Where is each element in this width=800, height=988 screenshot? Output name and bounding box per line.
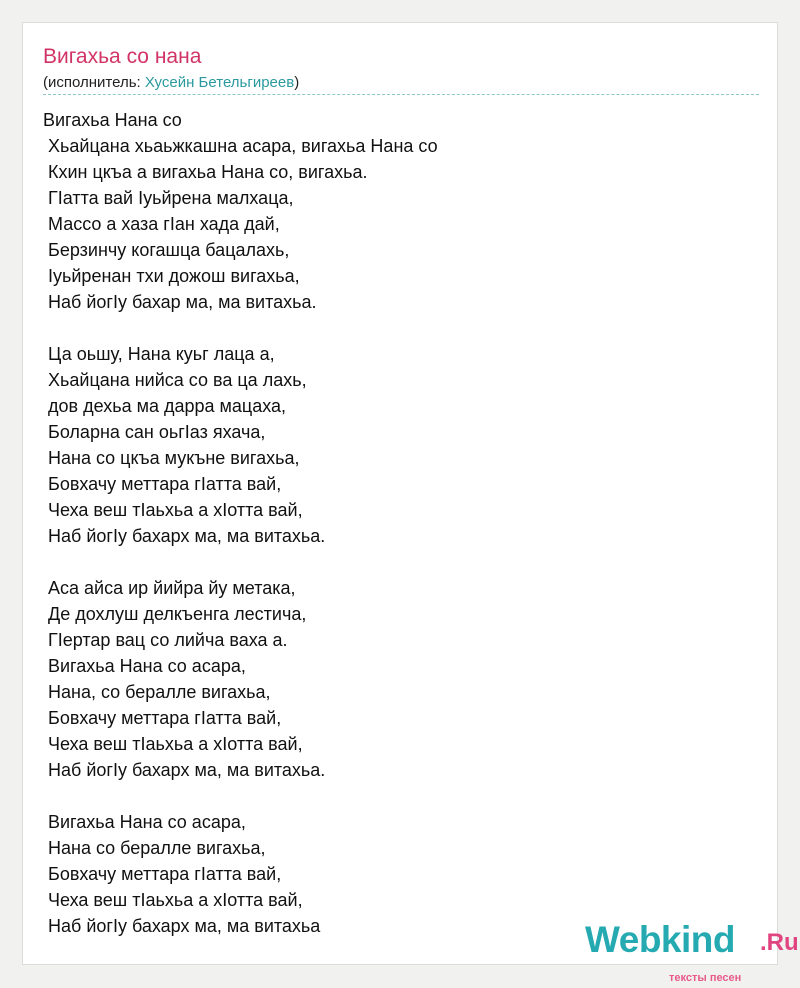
lyrics-line: ГӀертар вац со лийча ваха а. [48, 630, 288, 650]
lyrics-line: Ца оьшу, Нана куьг лаца а, [48, 344, 275, 364]
lyrics-line: Чеха веш тӀаьхьа а хӀотта вай, [48, 500, 303, 520]
lyrics-stanza [43, 133, 743, 315]
lyrics-line: Де дохлуш делкъенга лестича, [48, 604, 307, 624]
artist-prefix: (исполнитель: [43, 74, 145, 91]
title-divider [43, 94, 759, 95]
lyrics-line: Нана, со бералле вигахьа, [48, 682, 271, 702]
lyrics-line: Боларна сан оьгӀаз яхача, [48, 422, 266, 442]
lyrics-line: Бовхачу меттара гӀатта вай, [48, 474, 282, 494]
stanza-list [43, 133, 743, 939]
lyrics-line: Бовхачу меттара гӀатта вай, [48, 708, 282, 728]
lyrics-line: Аса айса ир йийра йу метака, [48, 578, 296, 598]
lyrics-text [43, 107, 743, 939]
artist-suffix: ) [294, 74, 300, 91]
lyrics-line: Нана со бералле вигахьа, [48, 838, 266, 858]
lyrics-line: Бовхачу меттара гӀатта вай, [48, 864, 282, 884]
lyrics-line: Кхин цкъа а вигахьа Нана со, вигахьа. [48, 162, 368, 182]
lyrics-line: Хьайцана хьаьжкашна асара, вигахьа Нана со [48, 136, 438, 156]
artist-line [43, 73, 299, 93]
webkind-logo[interactable] [585, 919, 799, 984]
lyrics-line: Наб йогӀу бахарх ма, ма витахьа. [48, 760, 326, 780]
lyrics-line: Наб йогӀу бахарх ма, ма витахьа. [48, 526, 326, 546]
lyrics-heading: Вигахьа Нана со [43, 110, 182, 130]
logo-tagline: тексты песен [669, 972, 742, 984]
lyrics-line: ГӀатта вай Ӏуьйрена малхаца, [48, 188, 294, 208]
logo-domain: .Ru [760, 929, 799, 956]
lyrics-line: дов дехьа ма дарра мацаха, [48, 396, 287, 416]
lyrics-card [22, 22, 799, 984]
lyrics-line: Чеха веш тӀаьхьа а хӀотта вай, [48, 734, 303, 754]
lyrics-line: Наб йогӀу бахарх ма, ма витахьа [48, 916, 321, 936]
lyrics-line: Чеха веш тӀаьхьа а хӀотта вай, [48, 890, 303, 910]
artist-link[interactable]: Хусейн Бетельгиреев [144, 74, 295, 91]
lyrics-stanza [43, 575, 743, 783]
lyrics-line: Массо а хаза гӀан хада дай, [48, 214, 280, 234]
lyrics-line: Хьайцана нийса со ва ца лахь, [48, 370, 307, 390]
song-title: Вигахьа со нана [43, 45, 202, 68]
lyrics-line: Вигахьа Нана со асара, [48, 656, 246, 676]
lyrics-line: Берзинчу когашца бацалахь, [48, 240, 290, 260]
lyrics-line: Ӏуьйренан тхи дожош вигахьа, [48, 266, 300, 286]
logo-wordmark: Webkind [585, 919, 735, 960]
lyrics-stanza [43, 341, 743, 549]
lyrics-line: Наб йогӀу бахар ма, ма витахьа. [48, 292, 317, 312]
lyrics-line: Нана со цкъа мукъне вигахьа, [48, 448, 300, 468]
lyrics-line: Вигахьа Нана со асара, [48, 812, 246, 832]
